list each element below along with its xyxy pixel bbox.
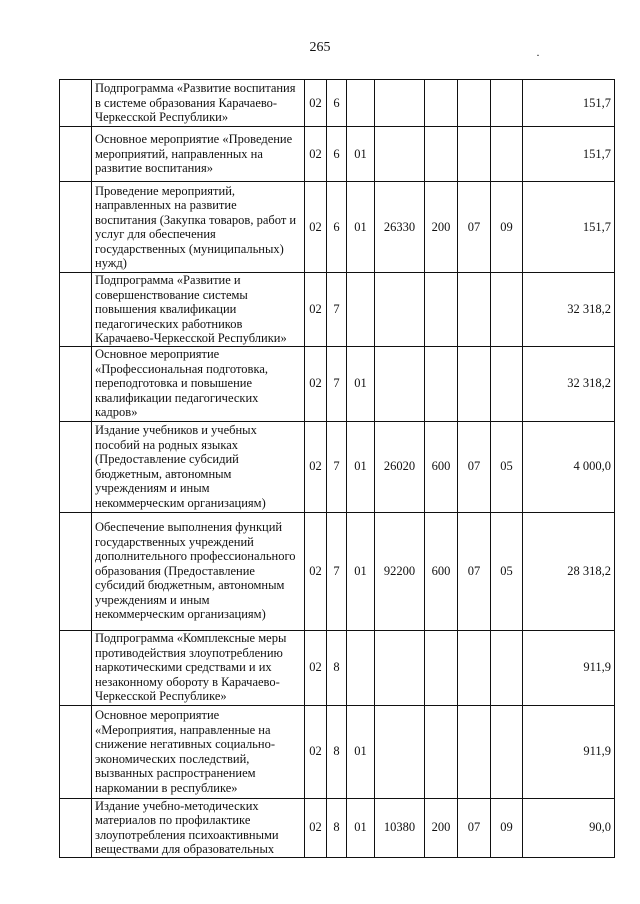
subsection-code-cell	[491, 705, 523, 798]
subsection-code-cell	[491, 80, 523, 127]
section-code-cell	[458, 705, 491, 798]
section-code-cell: 07	[458, 421, 491, 512]
subsection-code-cell: 09	[491, 798, 523, 857]
expense-type-cell: 200	[425, 798, 458, 857]
amount-cell: 28 318,2	[523, 512, 615, 630]
expense-type-cell	[425, 705, 458, 798]
row-number-cell	[60, 80, 92, 127]
main-activity-code-cell: 01	[347, 421, 375, 512]
amount-cell: 151,7	[523, 80, 615, 127]
row-number-cell	[60, 346, 92, 421]
subprogram-code-cell: 8	[327, 630, 347, 705]
amount-cell: 911,9	[523, 630, 615, 705]
table-row	[60, 127, 615, 182]
row-name-cell: Подпрограмма «Развитие воспитания в системе образования Карачаево-Черкесской Республики»	[92, 80, 305, 127]
program-code-cell: 02	[305, 127, 327, 182]
budget-table	[59, 79, 615, 858]
table-row	[60, 182, 615, 273]
direction-code-cell: 26020	[375, 421, 425, 512]
main-activity-code-cell: 01	[347, 705, 375, 798]
subprogram-code-cell: 8	[327, 798, 347, 857]
program-code-cell: 02	[305, 798, 327, 857]
subsection-code-cell	[491, 630, 523, 705]
row-name-cell: Подпрограмма «Развитие и совершенствование системы повышения квалификации педагогических работников Карачаево-Черкесской Республики»	[92, 273, 305, 347]
amount-cell: 151,7	[523, 127, 615, 182]
expense-type-cell: 600	[425, 421, 458, 512]
main-activity-code-cell: 01	[347, 798, 375, 857]
program-code-cell: 02	[305, 346, 327, 421]
direction-code-cell	[375, 127, 425, 182]
subprogram-code-cell: 7	[327, 512, 347, 630]
row-number-cell	[60, 127, 92, 182]
row-name-cell: Обеспечение выполнения функций государственных учреждений дополнительного профессионального образования (Предоставление субсидий бюджетным, автономным учреждениям и иным некоммерческим организациям)	[92, 512, 305, 630]
program-code-cell: 02	[305, 273, 327, 347]
row-name-cell: Основное мероприятие «Проведение мероприятий, направленных на развитие воспитания»	[92, 127, 305, 182]
subprogram-code-cell: 8	[327, 705, 347, 798]
subsection-code-cell: 05	[491, 421, 523, 512]
section-code-cell	[458, 346, 491, 421]
direction-code-cell	[375, 630, 425, 705]
subprogram-code-cell: 7	[327, 421, 347, 512]
main-activity-code-cell: 01	[347, 512, 375, 630]
row-number-cell	[60, 630, 92, 705]
expense-type-cell	[425, 273, 458, 347]
direction-code-cell	[375, 80, 425, 127]
subsection-code-cell	[491, 346, 523, 421]
table-row	[60, 798, 615, 857]
row-number-cell	[60, 421, 92, 512]
row-name-cell: Подпрограмма «Комплексные меры противодействия злоупотреблению наркотическими средствами и их незаконному обороту в Карачаево-Черкесской Республике»	[92, 630, 305, 705]
main-activity-code-cell	[347, 273, 375, 347]
section-code-cell	[458, 273, 491, 347]
expense-type-cell: 600	[425, 512, 458, 630]
row-name-cell: Издание учебно-методических материалов по профилактике злоупотребления психоактивными веществами для образовательных	[92, 798, 305, 857]
row-number-cell	[60, 273, 92, 347]
row-number-cell	[60, 705, 92, 798]
row-number-cell	[60, 182, 92, 273]
expense-type-cell	[425, 346, 458, 421]
table-row	[60, 512, 615, 630]
subprogram-code-cell: 6	[327, 127, 347, 182]
expense-type-cell	[425, 80, 458, 127]
amount-cell: 90,0	[523, 798, 615, 857]
row-name-cell: Основное мероприятие «Профессиональная подготовка, переподготовка и повышение квалификации педагогических кадров»	[92, 346, 305, 421]
direction-code-cell	[375, 346, 425, 421]
main-activity-code-cell: 01	[347, 182, 375, 273]
amount-cell: 32 318,2	[523, 273, 615, 347]
program-code-cell: 02	[305, 705, 327, 798]
main-activity-code-cell: 01	[347, 346, 375, 421]
subprogram-code-cell: 7	[327, 346, 347, 421]
subsection-code-cell	[491, 127, 523, 182]
subsection-code-cell: 05	[491, 512, 523, 630]
table-row	[60, 346, 615, 421]
row-name-cell: Основное мероприятие «Мероприятия, направленные на снижение негативных социально-экономических последствий, вызванных распространением наркомании в республике»	[92, 705, 305, 798]
subprogram-code-cell: 7	[327, 273, 347, 347]
direction-code-cell: 26330	[375, 182, 425, 273]
amount-cell: 151,7	[523, 182, 615, 273]
section-code-cell: 07	[458, 512, 491, 630]
amount-cell: 911,9	[523, 705, 615, 798]
amount-cell: 32 318,2	[523, 346, 615, 421]
section-code-cell: 07	[458, 182, 491, 273]
main-activity-code-cell	[347, 80, 375, 127]
main-activity-code-cell	[347, 630, 375, 705]
direction-code-cell: 92200	[375, 512, 425, 630]
subprogram-code-cell: 6	[327, 182, 347, 273]
main-activity-code-cell: 01	[347, 127, 375, 182]
program-code-cell: 02	[305, 512, 327, 630]
row-number-cell	[60, 512, 92, 630]
direction-code-cell	[375, 273, 425, 347]
section-code-cell	[458, 630, 491, 705]
table-row	[60, 80, 615, 127]
program-code-cell: 02	[305, 630, 327, 705]
table-row	[60, 421, 615, 512]
table-row	[60, 630, 615, 705]
row-number-cell	[60, 798, 92, 857]
table-row	[60, 273, 615, 347]
section-code-cell	[458, 127, 491, 182]
row-name-cell: Издание учебников и учебных пособий на родных языках (Предоставление субсидий бюджетным, автономным учреждениям и иным некоммерческим организациям)	[92, 421, 305, 512]
section-code-cell	[458, 80, 491, 127]
program-code-cell: 02	[305, 421, 327, 512]
subprogram-code-cell: 6	[327, 80, 347, 127]
expense-type-cell	[425, 630, 458, 705]
program-code-cell: 02	[305, 80, 327, 127]
table-row	[60, 705, 615, 798]
subsection-code-cell	[491, 273, 523, 347]
subsection-code-cell: 09	[491, 182, 523, 273]
section-code-cell: 07	[458, 798, 491, 857]
expense-type-cell	[425, 127, 458, 182]
program-code-cell: 02	[305, 182, 327, 273]
direction-code-cell	[375, 705, 425, 798]
amount-cell: 4 000,0	[523, 421, 615, 512]
row-name-cell: Проведение мероприятий, направленных на развитие воспитания (Закупка товаров, работ и услуг для обеспечения государственных (муниципальных) нужд)	[92, 182, 305, 273]
page-number: 265	[309, 40, 331, 55]
expense-type-cell: 200	[425, 182, 458, 273]
direction-code-cell: 10380	[375, 798, 425, 857]
scan-speck: ·	[536, 48, 540, 62]
